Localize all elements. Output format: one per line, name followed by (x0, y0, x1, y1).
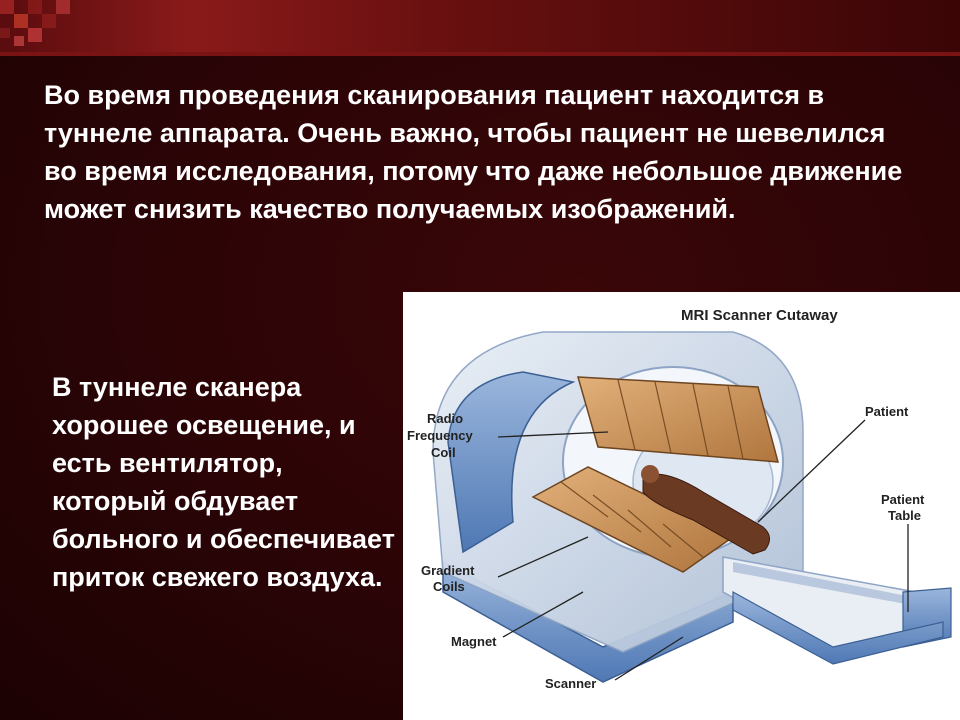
label-table-2: Table (888, 508, 921, 523)
label-gradient-1: Gradient (421, 563, 475, 578)
label-magnet: Magnet (451, 634, 497, 649)
label-scanner: Scanner (545, 676, 597, 691)
label-radio-3: Coil (431, 445, 456, 460)
label-radio-1: Radio (427, 411, 464, 426)
label-patient: Patient (865, 404, 909, 419)
ventilation-paragraph: В туннеле сканера хорошее освещение, и есть вентилятор, который обдувает больного и обеспечивает приток свежего воздуха. (52, 372, 395, 592)
label-gradient-2: Coils (433, 579, 465, 594)
header-rule (0, 52, 960, 56)
figure-title: MRI Scanner Cutaway (681, 307, 838, 324)
intro-paragraph: Во время проведения сканирования пациент находится в туннеле аппарата. Очень важно, чтобы пациент не шевелился во время исследования, потому что даже небольшое движение может снизить качество получаемых изображений. (44, 80, 903, 224)
header-band (0, 0, 960, 52)
mri-cutaway-figure (403, 292, 960, 720)
corner-decoration (0, 0, 90, 56)
label-table-1: Patient (881, 492, 925, 507)
mri-illustration (403, 292, 960, 720)
label-radio-2: Frequency (407, 428, 473, 443)
